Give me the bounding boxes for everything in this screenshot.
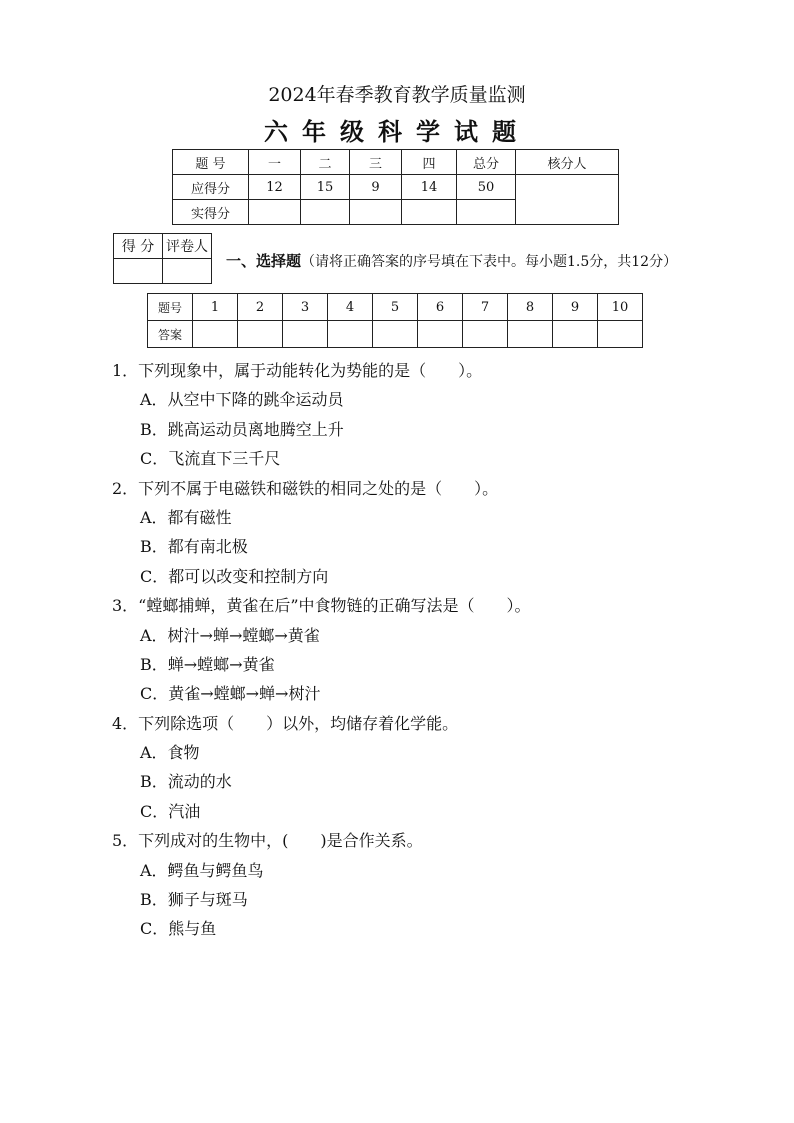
question-option: A．鳄鱼与鳄鱼鸟 — [140, 860, 264, 880]
answer-cell[interactable] — [553, 321, 598, 348]
points-1: 12 — [249, 175, 301, 200]
score-col-1: 一 — [249, 150, 301, 175]
points-3: 9 — [350, 175, 402, 200]
answer-table — [147, 293, 643, 348]
answer-cell[interactable] — [418, 321, 463, 348]
reviewer-cell[interactable] — [516, 175, 619, 225]
actual-2[interactable] — [301, 200, 350, 225]
question-stem: 4．下列除选项（ ）以外，均储存着化学能。 — [112, 713, 459, 733]
score-row-label-points: 应得分 — [173, 175, 249, 200]
question-stem: 3．“螳螂捕蝉，黄雀在后”中食物链的正确写法是（ ）。 — [112, 596, 531, 616]
question-option: B．都有南北极 — [140, 537, 248, 557]
grader-cell[interactable] — [163, 259, 212, 284]
score-row-label-actual: 实得分 — [173, 200, 249, 225]
answer-cell[interactable] — [238, 321, 283, 348]
reviewer-label: 核分人 — [516, 150, 619, 175]
question-option: A．都有磁性 — [140, 507, 232, 527]
section-title: 一、选择题 — [226, 252, 302, 270]
question-stem: 5．下列成对的生物中，( )是合作关系。 — [112, 831, 423, 851]
score-table — [172, 149, 619, 225]
question-list — [112, 356, 732, 944]
answer-cell[interactable] — [328, 321, 373, 348]
score-row-label-number: 题 号 — [173, 150, 249, 175]
score-col-total: 总分 — [457, 150, 516, 175]
answer-cell[interactable] — [373, 321, 418, 348]
question-stem: 1．下列现象中，属于动能转化为势能的是（ ）。 — [112, 361, 483, 380]
actual-1[interactable] — [249, 200, 301, 225]
answer-row-label-answer: 答案 — [148, 321, 193, 348]
actual-total[interactable] — [457, 200, 516, 225]
question-option: C．汽油 — [140, 801, 201, 821]
question-option: A．树汁→蝉→螳螂→黄雀 — [140, 625, 320, 645]
points-4: 14 — [402, 175, 457, 200]
question-option: A．从空中下降的跳伞运动员 — [140, 390, 344, 410]
question-option: B．跳高运动员离地腾空上升 — [140, 419, 344, 439]
grader-label: 评卷人 — [163, 234, 212, 259]
question-option: B．蝉→螳螂→黄雀 — [140, 654, 275, 674]
answer-number: 2 — [238, 294, 283, 321]
question-option: A．食物 — [140, 743, 200, 763]
answer-cell[interactable] — [193, 321, 238, 348]
question-option: C．飞流直下三千尺 — [140, 449, 281, 469]
grader-box — [113, 233, 212, 284]
answer-number: 4 — [328, 294, 373, 321]
answer-number: 1 — [193, 294, 238, 321]
actual-3[interactable] — [350, 200, 402, 225]
answer-number: 10 — [598, 294, 643, 321]
question-option: B．流动的水 — [140, 772, 232, 792]
section-instruction: （请将正确答案的序号填在下表中。每小题1.5分，共12分） — [301, 254, 678, 270]
answer-cell[interactable] — [598, 321, 643, 348]
question-option: C．黄雀→螳螂→蝉→树汁 — [140, 684, 321, 704]
score-cell[interactable] — [114, 259, 163, 284]
exam-title: 2024年春季教育教学质量监测 — [268, 84, 526, 106]
answer-number: 3 — [283, 294, 328, 321]
points-total: 50 — [457, 175, 516, 200]
answer-number: 7 — [463, 294, 508, 321]
answer-number: 6 — [418, 294, 463, 321]
answer-number: 9 — [553, 294, 598, 321]
question-option: C．熊与鱼 — [140, 919, 217, 939]
question-stem: 2．下列不属于电磁铁和磁铁的相同之处的是（ ）。 — [112, 478, 499, 498]
answer-number: 5 — [373, 294, 418, 321]
question-option: B．狮子与斑马 — [140, 890, 248, 910]
score-label: 得 分 — [114, 234, 163, 259]
score-col-3: 三 — [350, 150, 402, 175]
score-col-2: 二 — [301, 150, 350, 175]
points-2: 15 — [301, 175, 350, 200]
subject-title: 六年级科学试题 — [264, 117, 530, 146]
answer-row-label-number: 题号 — [148, 294, 193, 321]
answer-cell[interactable] — [463, 321, 508, 348]
answer-number: 8 — [508, 294, 553, 321]
actual-4[interactable] — [402, 200, 457, 225]
answer-cell[interactable] — [283, 321, 328, 348]
section-heading — [226, 250, 677, 271]
answer-cell[interactable] — [508, 321, 553, 348]
question-option: C．都可以改变和控制方向 — [140, 566, 329, 586]
score-col-4: 四 — [402, 150, 457, 175]
